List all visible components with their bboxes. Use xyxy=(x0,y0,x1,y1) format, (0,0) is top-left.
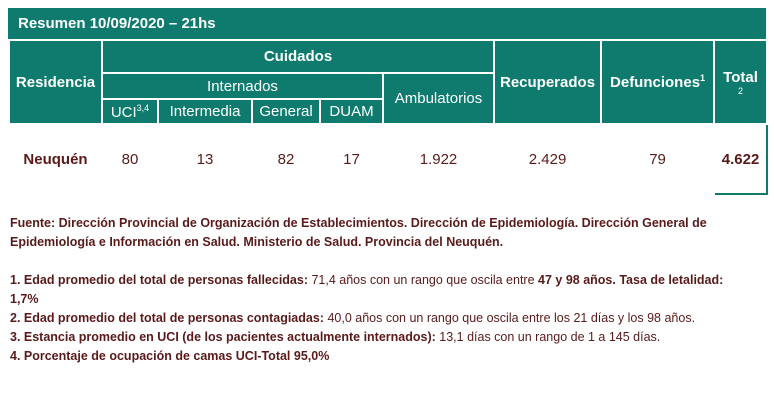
note-4: 4. Porcentaje de ocupación de camas UCI-Total 95,0% xyxy=(10,349,330,363)
header-ambulatorios: Ambulatorios xyxy=(383,73,494,124)
cell-general: 82 xyxy=(252,124,320,194)
table-row xyxy=(9,124,767,194)
source-note: Fuente: Dirección Provincial de Organización de Establecimientos. Dirección de Epidemiología. Dirección General de Epidemiología e Información en Salud. Ministerio de Salud. Provincia del Neuquén. xyxy=(10,216,707,249)
header-duam: DUAM xyxy=(320,99,383,124)
note-3: 3. Estancia promedio en UCI (de los pacientes actualmente internados): 13,1 días con un rango de 1 a 145 días. xyxy=(10,330,661,344)
notes-section xyxy=(10,214,750,366)
note-1: 1. Edad promedio del total de personas fallecidas: 71,4 años con un rango que oscila entre 47 y 98 años. Tasa de letalidad: 1,7% xyxy=(10,273,724,306)
header-residencia: Residencia xyxy=(9,40,102,124)
header-internados: Internados xyxy=(102,73,383,99)
cell-defunciones: 79 xyxy=(601,124,714,194)
header-uci: UCI$^{3,4}$ xyxy=(102,99,158,124)
cell-intermedia: 13 xyxy=(158,124,252,194)
summary-title: Resumen 10/09/2020 – 21hs xyxy=(8,8,766,39)
header-recuperados: Recuperados xyxy=(494,40,601,124)
covid-summary-table xyxy=(8,39,768,195)
cell-residencia: Neuquén xyxy=(9,124,102,194)
cell-ambulatorios: 1.922 xyxy=(383,124,494,194)
cell-uci: 80 xyxy=(102,124,158,194)
header-total: Total 2 xyxy=(714,40,767,124)
header-general: General xyxy=(252,99,320,124)
cell-recuperados: 2.429 xyxy=(494,124,601,194)
header-cuidados: Cuidados xyxy=(102,40,494,73)
header-intermedia: Intermedia xyxy=(158,99,252,124)
note-2: 2. Edad promedio del total de personas contagiadas: 40,0 años con un rango que oscila entre los 21 días y los 98 años. xyxy=(10,311,696,325)
cell-duam: 17 xyxy=(320,124,383,194)
cell-total: 4.622 xyxy=(714,124,767,194)
header-defunciones: Defunciones$^1$ xyxy=(601,40,714,124)
